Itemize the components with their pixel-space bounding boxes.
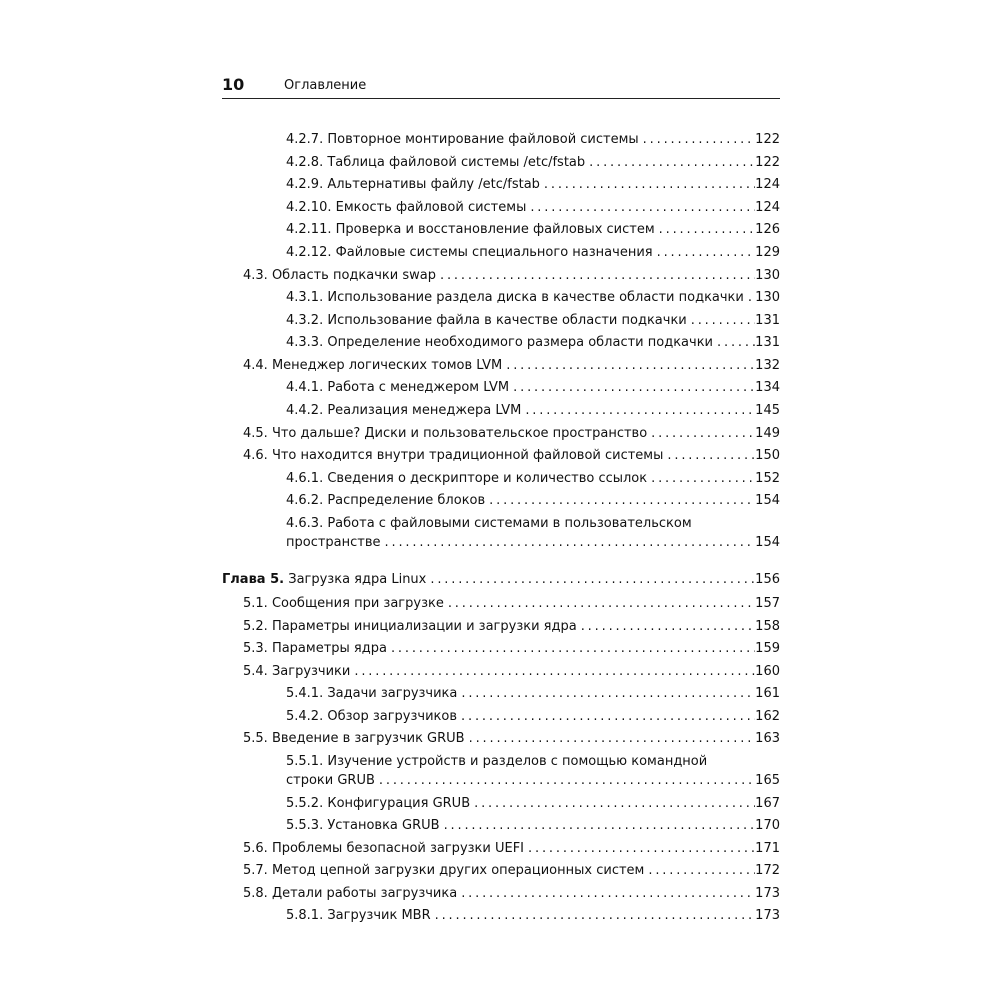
toc-entry-label: 5.2. Параметры инициализации и загрузки ядра <box>243 619 577 634</box>
dot-leader <box>713 335 755 351</box>
toc-entry-label: 5.1. Сообщения при загрузке <box>243 596 444 611</box>
toc-entry-4-3[interactable] <box>243 268 780 285</box>
toc-entry-page: 124 <box>755 200 780 215</box>
dot-leader <box>436 268 755 284</box>
toc-entry-label: 4.2.7. Повторное монтирование файловой системы <box>286 132 639 147</box>
dot-leader <box>470 796 755 812</box>
toc-chapter-title <box>222 572 426 588</box>
toc-entry-page: 129 <box>755 245 780 260</box>
toc-entry-page: 157 <box>755 596 780 611</box>
toc-entry-page: 154 <box>755 493 780 508</box>
dot-leader <box>524 841 755 857</box>
toc-entry-4-2-12[interactable] <box>286 245 780 262</box>
dot-leader <box>457 886 755 902</box>
toc-entry-page: 165 <box>755 773 780 788</box>
dot-leader <box>426 572 755 588</box>
toc-entry-label: 4.2.11. Проверка и восстановление файловых систем <box>286 222 655 237</box>
toc-entry-page: 156 <box>755 572 780 587</box>
toc-entry-4-2-8[interactable] <box>286 155 780 172</box>
dot-leader <box>653 245 756 261</box>
toc-entry-5-3[interactable] <box>243 641 780 658</box>
dot-leader <box>647 471 755 487</box>
toc-entry-4-6[interactable] <box>243 448 780 465</box>
toc-entry-page: 158 <box>755 619 780 634</box>
toc-entry-label: 5.5.2. Конфигурация GRUB <box>286 796 471 811</box>
toc-entry-4-6-3[interactable] <box>286 535 780 552</box>
toc-entry-label: 5.4. Загрузчики <box>243 664 351 679</box>
toc-entry-label: 5.5.3. Установка GRUB <box>286 818 440 833</box>
toc-entry-5-4-1[interactable] <box>286 686 780 703</box>
dot-leader <box>387 641 755 657</box>
dot-leader <box>431 908 756 924</box>
dot-leader <box>540 177 755 193</box>
toc-entry-page: 171 <box>755 841 780 856</box>
toc-entry-page: 124 <box>755 177 780 192</box>
toc-entry-5-5-1[interactable] <box>286 773 780 790</box>
dot-leader <box>485 493 755 509</box>
toc-entry-label: 4.4.1. Работа с менеджером LVM <box>286 380 510 395</box>
toc-entry-page: 170 <box>755 818 780 833</box>
toc-entry-5-1[interactable] <box>243 596 780 613</box>
dot-leader <box>644 863 755 879</box>
toc-entry-page: 131 <box>755 335 780 350</box>
toc-entry-4-6-1[interactable] <box>286 471 780 488</box>
running-header <box>222 74 780 99</box>
toc-entry-page: 152 <box>755 471 780 486</box>
dot-leader <box>465 731 756 747</box>
toc-entry-label: 4.5. Что дальше? Диски и пользовательское пространство <box>243 426 648 441</box>
chapter-prefix: Глава 5. <box>222 572 285 587</box>
toc-entry-label: 4.3.3. Определение необходимого размера области подкачки <box>286 335 714 350</box>
toc-entry-label: 4.6.2. Распределение блоков <box>286 493 486 508</box>
toc-entry-label: 5.4.1. Задачи загрузчика <box>286 686 458 701</box>
toc-entry-page: 173 <box>755 886 780 901</box>
toc-entry-page: 130 <box>755 290 780 305</box>
toc-entry-4-4-1[interactable] <box>286 380 780 397</box>
toc-entry-4-4-2[interactable] <box>286 403 780 420</box>
toc-entry-5-5-2[interactable] <box>286 796 780 813</box>
dot-leader <box>687 313 755 329</box>
running-title: Оглавление <box>284 78 367 93</box>
toc-entry-page: 134 <box>755 380 780 395</box>
toc-entry-label: 5.3. Параметры ядра <box>243 641 387 656</box>
toc-entry-label: 5.8.1. Загрузчик MBR <box>286 908 431 923</box>
dot-leader <box>585 155 755 171</box>
toc-entry-5-8-1[interactable] <box>286 908 780 925</box>
toc-entry-5-7[interactable] <box>243 863 780 880</box>
toc-entry-5-4[interactable] <box>243 664 780 681</box>
toc-entry-4-3-2[interactable] <box>286 313 780 330</box>
toc-entry-label: 4.4.2. Реализация менеджера LVM <box>286 403 522 418</box>
toc-entry-page: 161 <box>755 686 780 701</box>
toc-entry-label: пространстве <box>286 535 381 550</box>
toc-entry-label: Загрузка ядра Linux <box>288 572 427 587</box>
toc-entry-label: 4.3. Область подкачки swap <box>243 268 436 283</box>
toc-entry-page: 149 <box>755 426 780 441</box>
toc-entry-4-2-11[interactable] <box>286 222 780 239</box>
toc-entry-label: 5.4.2. Обзор загрузчиков <box>286 709 458 724</box>
toc-entry-page: 145 <box>755 403 780 418</box>
dot-leader <box>381 535 756 551</box>
dot-leader <box>444 596 755 612</box>
toc-entry-4-6-3-line1[interactable]: 4.6.3. Работа с файловыми системами в пользовательском <box>286 516 692 531</box>
toc-entry-page: 130 <box>755 268 780 283</box>
toc-entry-4-6-2[interactable] <box>286 493 780 510</box>
toc-entry-label: 4.2.12. Файловые системы специального назначения <box>286 245 653 260</box>
dot-leader <box>639 132 756 148</box>
toc-entry-4-2-7[interactable] <box>286 132 780 149</box>
toc-entry-label: 4.4. Менеджер логических томов LVM <box>243 358 503 373</box>
toc-entry-5-2[interactable] <box>243 619 780 636</box>
dot-leader <box>375 773 755 789</box>
toc-entry-page: 131 <box>755 313 780 328</box>
toc-entry-5-5-3[interactable] <box>286 818 780 835</box>
toc-entry-page: 167 <box>755 796 780 811</box>
dot-leader <box>663 448 755 464</box>
toc-entry-4-5[interactable] <box>243 426 780 443</box>
toc-entry-4-3-3[interactable] <box>286 335 780 352</box>
toc-entry-5-4-2[interactable] <box>286 709 780 726</box>
dot-leader <box>655 222 756 238</box>
toc-entry-page: 150 <box>755 448 780 463</box>
toc-entry-page: 163 <box>755 731 780 746</box>
toc-entry-4-4[interactable] <box>243 358 780 375</box>
dot-leader <box>577 619 755 635</box>
toc-entry-page: 122 <box>755 132 780 147</box>
toc-entry-4-2-9[interactable] <box>286 177 780 194</box>
toc-entry-page: 126 <box>755 222 780 237</box>
toc-entry-label: 4.6.1. Сведения о дескрипторе и количество ссылок <box>286 471 648 486</box>
toc-entry-label: 4.2.8. Таблица файловой системы /etc/fstab <box>286 155 586 170</box>
page-number: 10 <box>222 75 245 94</box>
dot-leader <box>440 818 756 834</box>
toc-entry-label: 5.7. Метод цепной загрузки других операционных систем <box>243 863 645 878</box>
toc-entry-label: 4.2.9. Альтернативы файлу /etc/fstab <box>286 177 540 192</box>
dot-leader <box>744 290 755 306</box>
toc-entry-page: 160 <box>755 664 780 679</box>
toc-entry-5-5-1-line1[interactable]: 5.5.1. Изучение устройств и разделов с помощью командной <box>286 754 708 769</box>
toc-entry-page: 122 <box>755 155 780 170</box>
toc-entry-5-8[interactable] <box>243 886 780 903</box>
toc-entry-label: 4.3.1. Использование раздела диска в качестве области подкачки <box>286 290 744 305</box>
dot-leader <box>457 709 755 725</box>
toc-entry-page: 162 <box>755 709 780 724</box>
toc-entry-page: 132 <box>755 358 780 373</box>
toc-entry-label: 5.6. Проблемы безопасной загрузки UEFI <box>243 841 525 856</box>
toc-entry-4-2-10[interactable] <box>286 200 780 217</box>
toc-entry-label: 5.5. Введение в загрузчик GRUB <box>243 731 465 746</box>
toc-entry-page: 173 <box>755 908 780 923</box>
toc-chapter-5[interactable] <box>222 572 780 589</box>
dot-leader <box>457 686 755 702</box>
dot-leader <box>521 403 755 419</box>
toc-entry-4-3-1[interactable] <box>286 290 780 307</box>
toc-entry-label: 5.8. Детали работы загрузчика <box>243 886 458 901</box>
toc-entry-label: 4.2.10. Емкость файловой системы <box>286 200 527 215</box>
toc-entry-label: строки GRUB <box>286 773 375 788</box>
dot-leader <box>509 380 755 396</box>
dot-leader <box>502 358 755 374</box>
toc-entry-page: 159 <box>755 641 780 656</box>
toc-entry-page: 154 <box>755 535 780 550</box>
dot-leader <box>350 664 755 680</box>
toc-entry-page: 172 <box>755 863 780 878</box>
toc-entry-5-5[interactable] <box>243 731 780 748</box>
dot-leader <box>647 426 755 442</box>
toc-entry-label: 4.3.2. Использование файла в качестве области подкачки <box>286 313 687 328</box>
toc-entry-5-6[interactable] <box>243 841 780 858</box>
toc-entry-label: 4.6. Что находится внутри традиционной файловой системы <box>243 448 664 463</box>
dot-leader <box>526 200 755 216</box>
